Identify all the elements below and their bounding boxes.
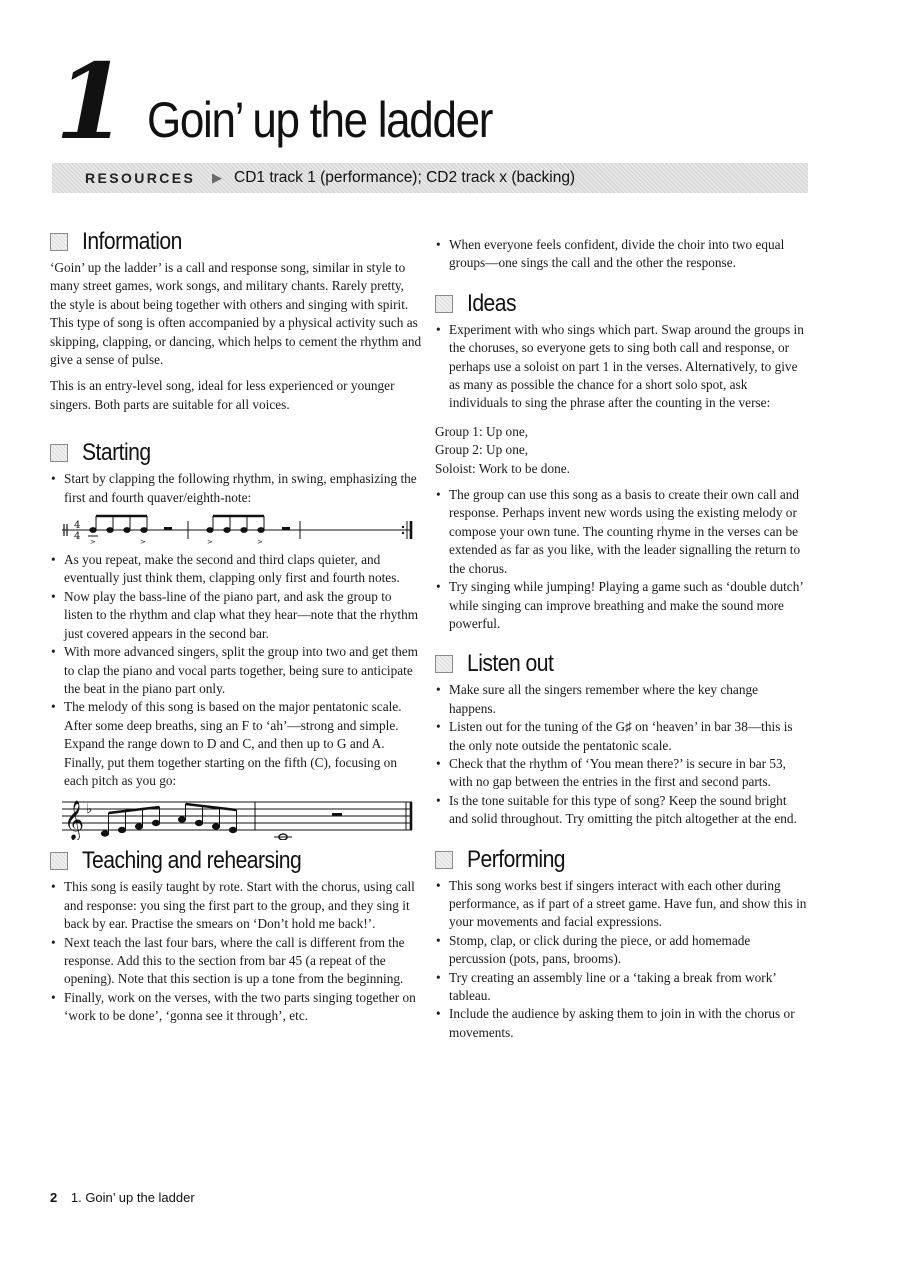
list-item: • Check that the rhythm of ‘You mean there?’ is secure in bar 53, with no gap between the entries in the first and second parts. bbox=[435, 755, 807, 792]
resources-label: RESOURCES bbox=[85, 170, 196, 186]
list-item: • With more advanced singers, split the group into two and get them to clap the piano and vocal parts together, being sure to anticipate the beat in the piano part only. bbox=[50, 643, 422, 698]
section-title: Starting bbox=[82, 439, 151, 467]
list-item: • Finally, work on the verses, with the two parts singing together on ‘work to be done’, ‘gonna see it through’, etc. bbox=[50, 989, 422, 1026]
resources-text: CD1 track 1 (performance); CD2 track x (backing) bbox=[234, 169, 576, 186]
list-item: • The melody of this song is based on the major pentatonic scale. After some deep breaths, sing an F to ‘ah’—strong and simple. Expand the range down to D and C, and then up to G and A. Finally, put them together starting on the fifth (C), focusing on each pitch as you go: bbox=[50, 698, 422, 790]
rhythm-notation bbox=[50, 513, 422, 547]
svg-text:>: > bbox=[207, 538, 213, 547]
text-line: Group 1: Up one, bbox=[435, 423, 529, 439]
section-heading-ideas bbox=[435, 287, 807, 321]
svg-text:4: 4 bbox=[74, 520, 81, 532]
list-item: • Listen out for the tuning of the G♯ on ‘heaven’ in bar 38—this is the only note outside the pentatonic scale. bbox=[435, 718, 807, 755]
list-item: • Now play the bass-line of the piano part, and ask the group to listen to the rhythm and clap what they hear—note that the rhythm just covered appears in the second bar. bbox=[50, 588, 422, 643]
list-item: • Start by clapping the following rhythm, in swing, emphasizing the first and fourth quaver/eighth-note: bbox=[50, 470, 422, 507]
list-item: • Make sure all the singers remember where the key change happens. bbox=[435, 681, 807, 718]
svg-text:>: > bbox=[90, 538, 96, 547]
list-item: • When everyone feels confident, divide the choir into two equal groups—one sings the call and the other the response. bbox=[435, 236, 807, 273]
call-response-lines bbox=[435, 423, 807, 478]
starting-list-continued bbox=[50, 551, 422, 790]
starting-list bbox=[50, 470, 422, 507]
melody-notation bbox=[50, 796, 422, 840]
information-paragraph: This is an entry-level song, ideal for less experienced or younger singers. Both parts are suitable for all voices. bbox=[50, 378, 395, 412]
text-line: Group 2: Up one, bbox=[435, 442, 529, 458]
right-column bbox=[435, 236, 807, 1042]
resources-bar bbox=[52, 163, 808, 193]
section-title: Ideas bbox=[467, 289, 517, 317]
list-item: • Include the audience by asking them to join in with the chorus or movements. bbox=[435, 1005, 807, 1042]
list-item: • Stomp, clap, or click during the piece, or add homemade percussion (pots, pans, brooms). bbox=[435, 932, 807, 969]
page-footer bbox=[50, 1190, 195, 1205]
chapter-number: 1 bbox=[55, 40, 124, 163]
section-heading-starting bbox=[50, 436, 422, 470]
section-title: Performing bbox=[467, 845, 566, 873]
list-item: • Try creating an assembly line or a ‘taking a break from work’ tableau. bbox=[435, 969, 807, 1006]
play-arrow-icon: ▶ bbox=[212, 170, 222, 185]
section-heading-performing bbox=[435, 843, 807, 877]
listen-list bbox=[435, 681, 807, 828]
section-heading-information bbox=[50, 225, 422, 259]
section-box-icon bbox=[50, 444, 68, 462]
ideas-list bbox=[435, 321, 807, 413]
section-box-icon bbox=[435, 851, 453, 869]
list-item: • Try singing while jumping! Playing a game such as ‘double dutch’ while singing can improve breathing and make the sound more powerful. bbox=[435, 578, 807, 633]
section-title: Information bbox=[82, 228, 182, 255]
list-item: • As you repeat, make the second and third claps quieter, and eventually just think them, clapping only first and fourth notes. bbox=[50, 551, 422, 588]
svg-text:>: > bbox=[140, 538, 146, 547]
list-item: • Is the tone suitable for this type of song? Keep the sound bright and solid throughout. Try omitting the pitch altogether at the end. bbox=[435, 792, 807, 829]
section-box-icon bbox=[50, 233, 68, 251]
svg-text:4: 4 bbox=[74, 531, 81, 543]
section-heading-teaching bbox=[50, 844, 422, 878]
section-title: Teaching and rehearsing bbox=[82, 847, 302, 875]
text-line: Soloist: Work to be done. bbox=[435, 460, 570, 476]
svg-text:♭: ♭ bbox=[86, 802, 93, 818]
running-title: 1. Goin’ up the ladder bbox=[70, 1190, 195, 1205]
section-heading-listen-out bbox=[435, 647, 807, 681]
section-box-icon bbox=[435, 295, 453, 313]
starting-list-overflow bbox=[435, 236, 807, 273]
section-box-icon bbox=[435, 655, 453, 673]
section-title: Listen out bbox=[467, 650, 554, 678]
performing-list bbox=[435, 877, 807, 1043]
svg-text:𝄞: 𝄞 bbox=[64, 800, 85, 841]
list-item: • Experiment with who sings which part. Swap around the groups in the choruses, so everyone gets to sing both call and response, or perhaps use a soloist on part 1 in the verses. Alternatively, to give as many as possible the chance for a short solo spot, ask individuals to sing the phrase after the counting in the verse: bbox=[435, 321, 807, 413]
left-column bbox=[50, 225, 422, 1026]
list-item: • This song is easily taught by rote. Start with the chorus, using call and response: you sing the first part to the group, and they sing it back by ear. Practise the smears on ‘Don’t hold me back!’. bbox=[50, 878, 422, 933]
chapter-title: Goin’ up the ladder bbox=[147, 92, 493, 148]
information-paragraph: ‘Goin’ up the ladder’ is a call and response song, similar in style to many street games, work songs, and military chants. Rarely pretty, the style is about being together with others and singing with spirit. This type of song is often accompanied by a physical activity such as skipping, clapping, or dancing, which helps to cement the rhythm and give a sense of pulse. bbox=[50, 260, 422, 368]
page-number: 2 bbox=[50, 1190, 58, 1205]
svg-text:>: > bbox=[257, 538, 263, 547]
section-box-icon bbox=[50, 852, 68, 870]
list-item: • Next teach the last four bars, where the call is different from the response. Add this to the section from bar 45 (a repeat of the opening). Note that this section is up a tone from the beginning. bbox=[50, 934, 422, 989]
list-item: • This song works best if singers interact with each other during performance, as if part of a street game. Have fun, and show this in your movements and facial expressions. bbox=[435, 877, 807, 932]
teaching-list bbox=[50, 878, 422, 1025]
list-item: • The group can use this song as a basis to create their own call and response. Perhaps invent new words using the existing melody or compose your own tune. The counting rhyme in the verses can be extended as far as you like, with the leader signalling the return to the chorus. bbox=[435, 486, 807, 578]
ideas-list-continued bbox=[435, 486, 807, 633]
